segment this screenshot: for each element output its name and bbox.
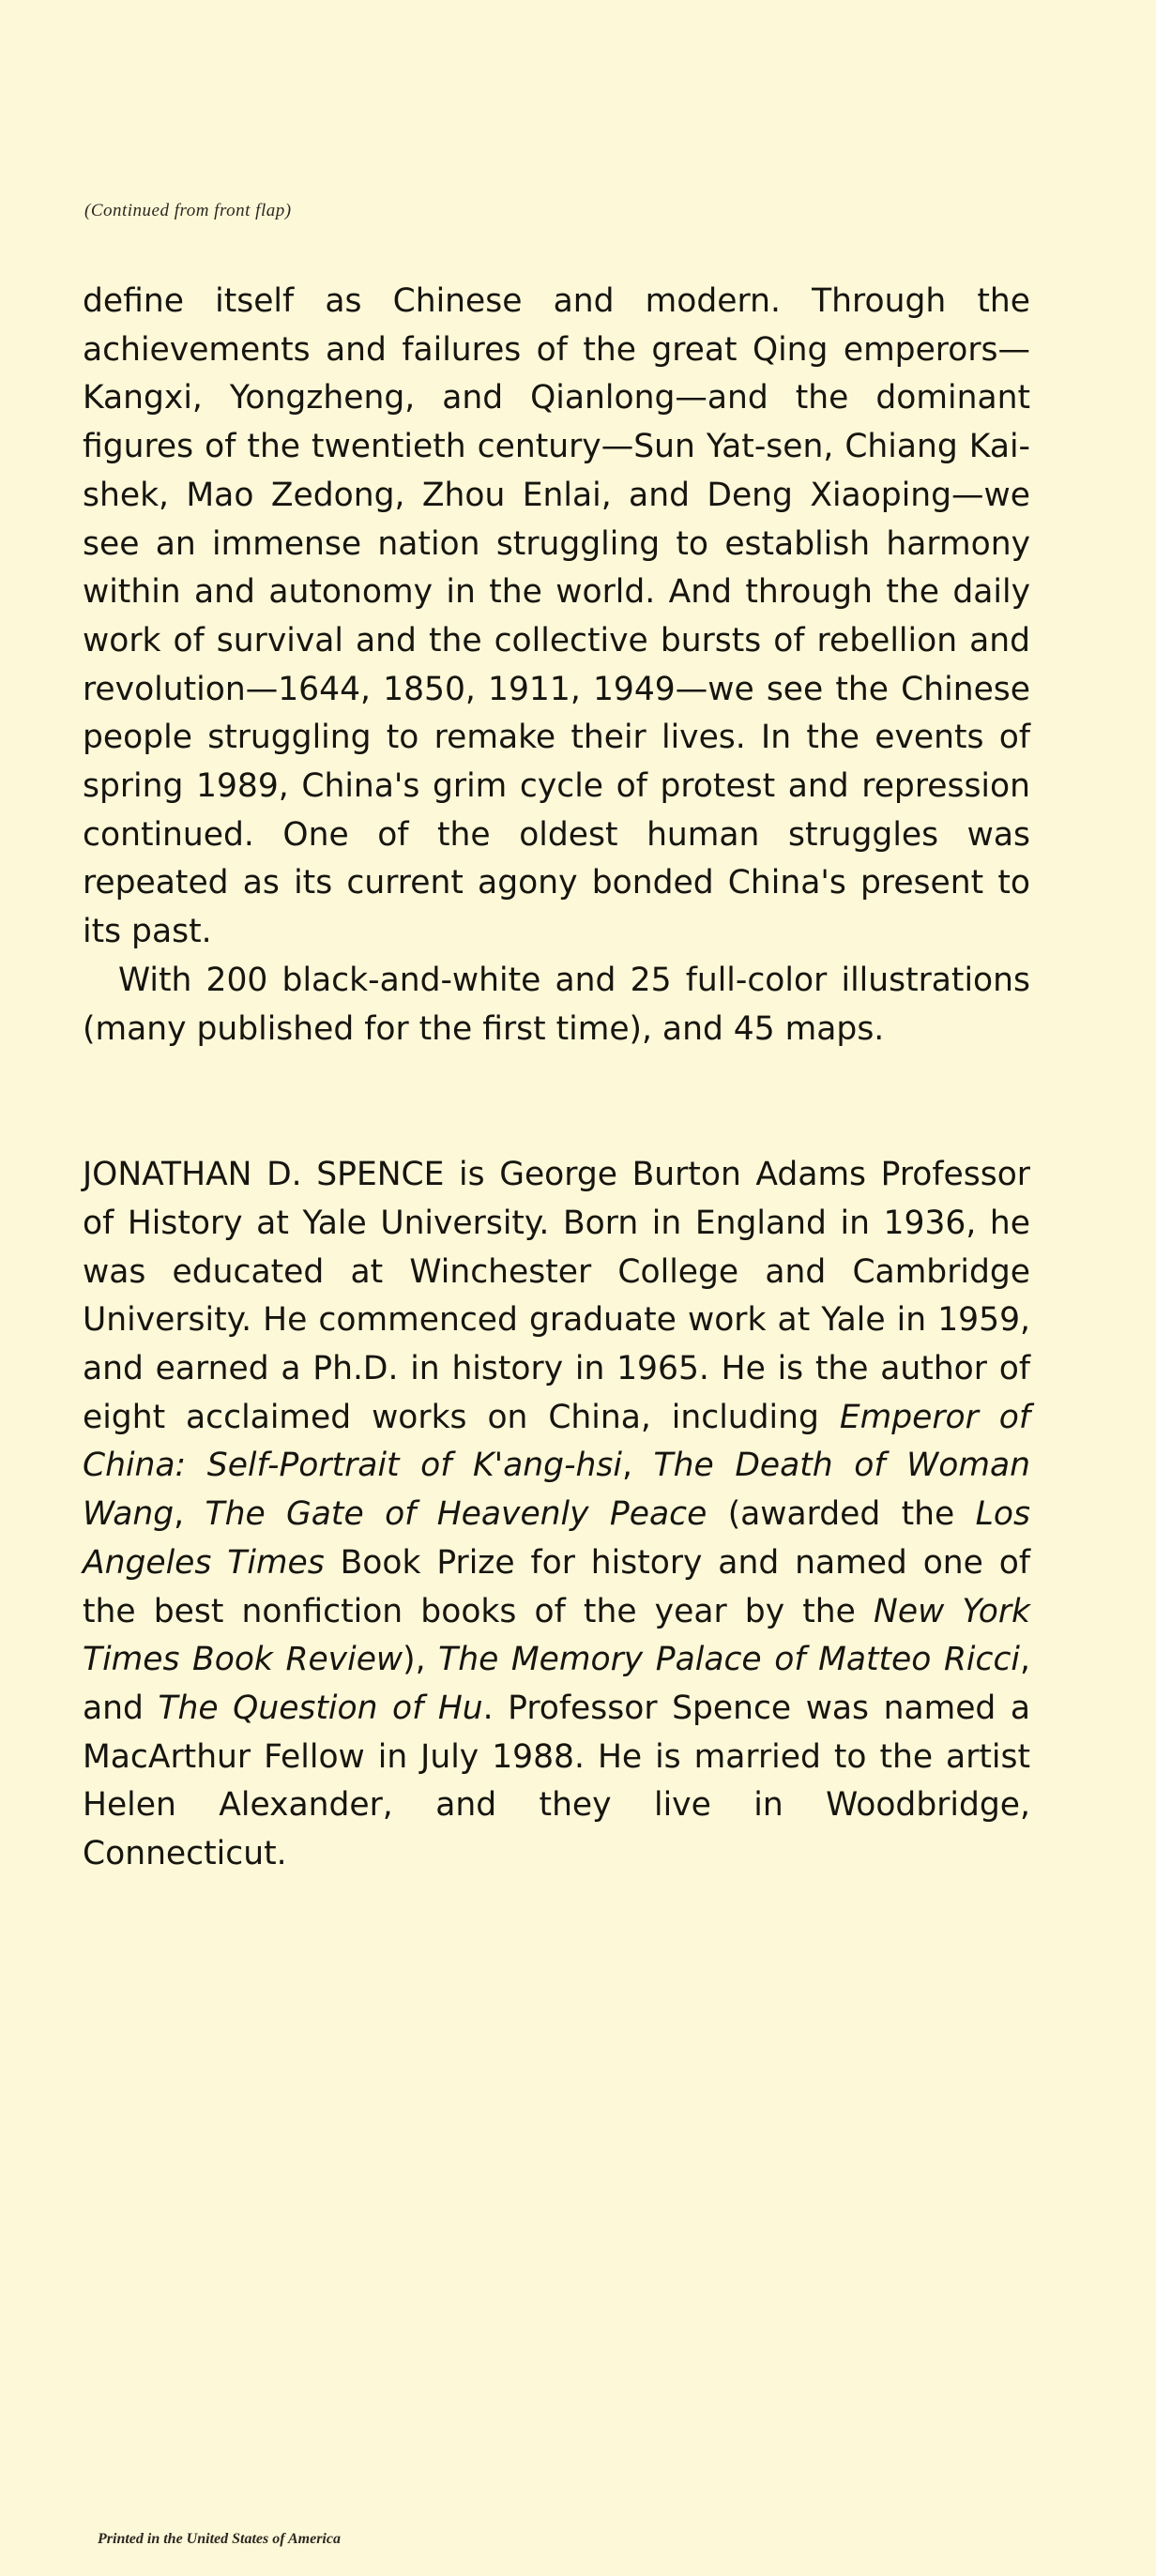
description-paragraph: define itself as Chinese and modern. Through the achievements and failures of the great Qing emperors—Kangxi, Yongzheng, and Qianlong—and the dominant figures of the twentieth century—Sun Yat-sen, Chiang Kai-shek, Mao Zedong, Zhou Enlai, and Deng Xiaoping—we see an immense nation struggling to establish harmony within and autonomy in the world. And through the daily work of survival and the collective bursts of rebellion and revolution—1644, 1850, 1911, 1949—we see the Chinese people struggling to remake their lives. In the events of spring 1989, China's grim cycle of protest and repression continued. One of the oldest human struggles was repeated as its current agony bonded China's present to its past. [83,282,1030,951]
publication-title: New York Times Book Review [83,1592,1030,1679]
book-title: The Question of Hu [158,1689,483,1727]
flap-copy [83,278,1030,1879]
book-title: Emperor of China: Self-Portrait of K'ang-hsi [83,1398,1030,1485]
bio-text: , [174,1495,205,1534]
publication-title: Los Angeles Times [83,1495,1030,1582]
bio-text: Book Prize for history and named one of the best nonfiction books of the year by the [83,1543,1031,1630]
author-bio-paragraph [83,1151,1030,1879]
bio-text: (awarded the [707,1495,976,1534]
continuation-note: (Continued from front flap) [84,201,292,220]
book-title: The Memory Palace of Matteo Ricci [438,1641,1021,1679]
book-title: The Gate of Heavenly Peace [205,1495,707,1534]
bio-text: ), [403,1641,439,1679]
printed-in-note: Printed in the United States of America [98,2531,341,2547]
book-title: The Death of Woman Wang [83,1447,1030,1534]
illustrations-paragraph: With 200 black-and-white and 25 full-color illustrations (many published for the first time), and 45 maps. [83,961,1030,1048]
bio-text: , and [83,1641,1030,1727]
bio-text: JONATHAN D. SPENCE is George Burton Adams Professor of History at Yale University. Born in England in 1936, he was educated at Winchester College and Cambridge University. He commenced graduate work at Yale in 1959, and earned a Ph.D. in history in 1965. He is the author of eight acclaimed works on China, including [83,1156,1030,1436]
bio-text: . Professor Spence was named a MacArthur Fellow in July 1988. He is married to the artist Helen Alexander, and they live in Woodbridge, Connecticut. [83,1689,1031,1873]
bio-text: , [621,1447,654,1485]
